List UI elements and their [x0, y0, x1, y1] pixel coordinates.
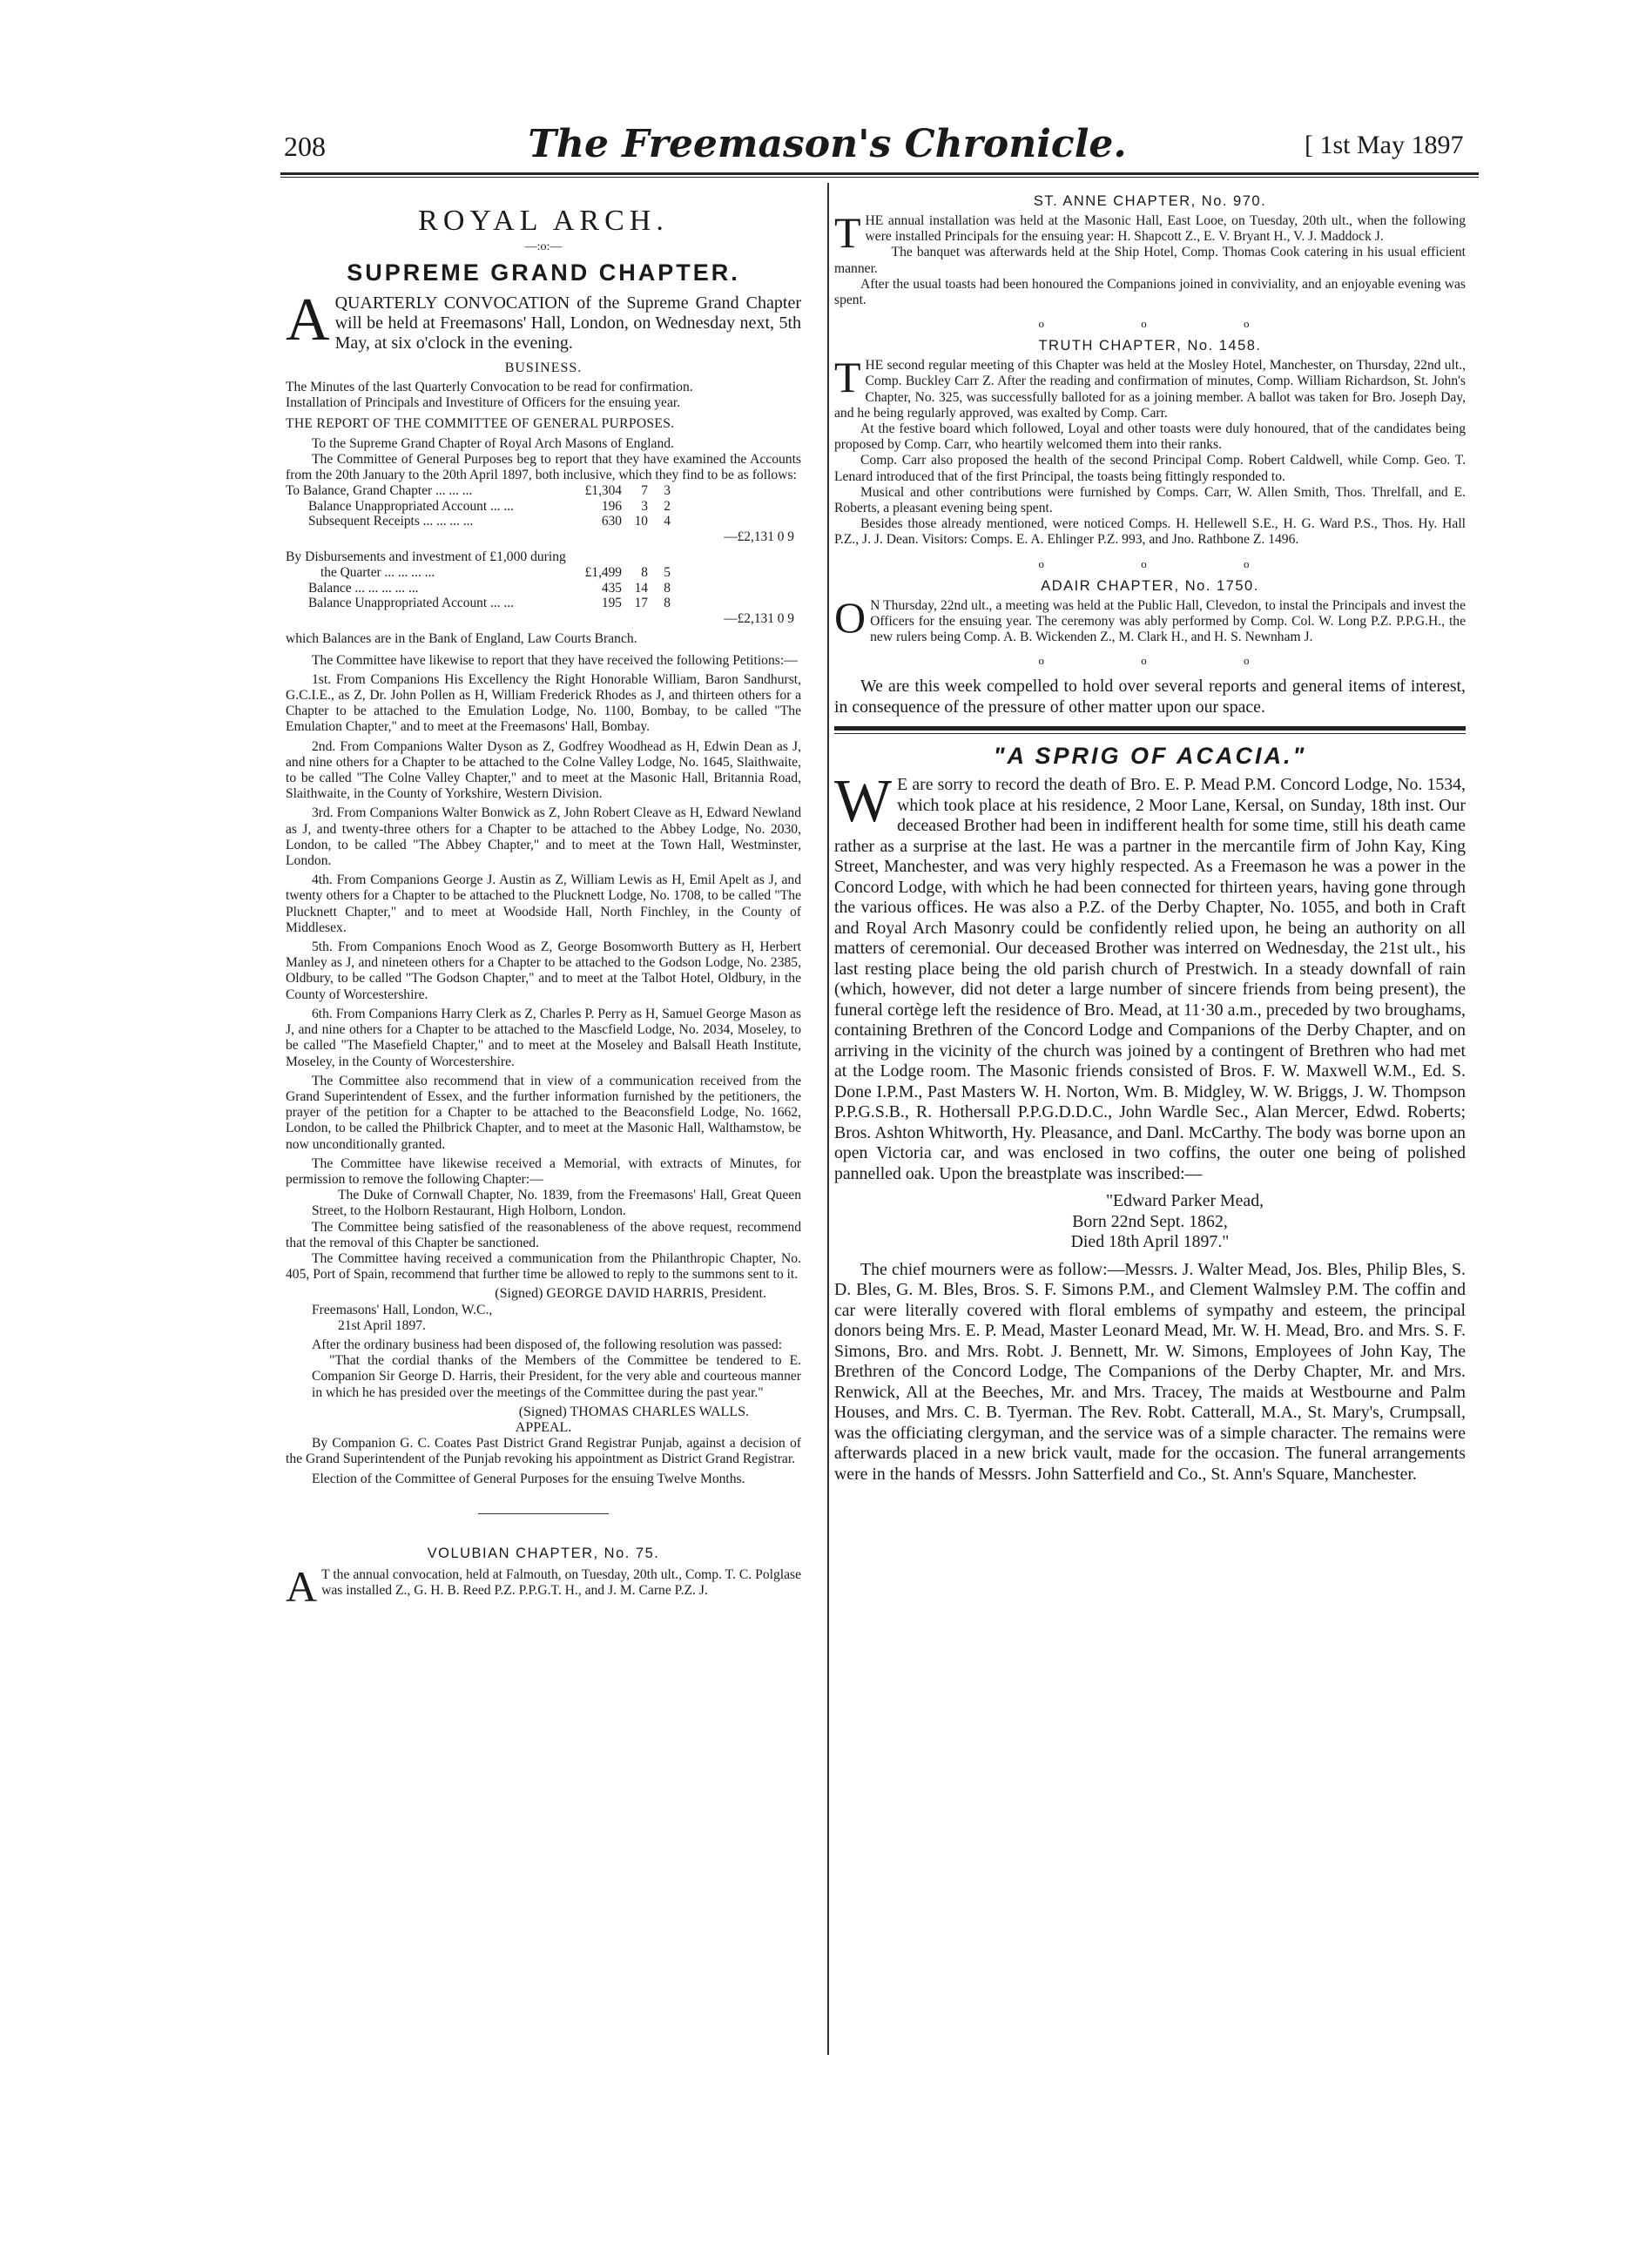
account-row: Balance Unappropriated Account ... ... 195 17 8 — [308, 596, 671, 611]
address-line-2: 21st April 1897. — [338, 1317, 426, 1333]
disbursements-lead: By Disbursements and investment of £1,000 during — [286, 549, 566, 565]
issue-date: [ 1st May 1897 — [1305, 131, 1464, 159]
inscription-line-2: Born 22nd Sept. 1862, — [1072, 1211, 1228, 1231]
signature-walls: (Signed) THOMAS CHARLES WALLS. — [518, 1404, 749, 1419]
inscription-line-1: "Edward Parker Mead, — [1105, 1191, 1264, 1211]
appeal-title: APPEAL. — [515, 1419, 572, 1435]
inscription-line-3: Died 18th April 1897." — [1070, 1232, 1230, 1252]
accounts-table-receipts — [286, 483, 801, 544]
petition-5: 5th. From Companions Enoch Wood as Z, George Bosomworth Buttery as H, Herbert Manley as J, and nineteen others for a Chapter to be attached to the Godson Lodge, No. 2385, Oldbury, to be called "The Godson Chapter," and to meet at the Talbot Hotel, Oldbury, in the County of Worcestershire. — [286, 940, 801, 1002]
st-anne-heading: ST. ANNE CHAPTER, No. 970. — [1033, 193, 1267, 209]
left-column — [286, 193, 801, 1611]
memorial: The Committee have likewise received a Memorial, with extracts of Minutes, for permission to remove the following Chapter:— — [286, 1155, 801, 1187]
business-item-2: Installation of Principals and Investiture of Officers for the ensuing year. — [286, 395, 681, 411]
business-item-1: The Minutes of the last Quarterly Convocation to be read for confirmation. — [286, 380, 693, 394]
section-title: ROYAL ARCH. — [418, 205, 669, 237]
truth-health: Comp. Carr also proposed the health of the second Principal Comp. Robert Caldwell, while Comp. Geo. T. Lenard introduced that of the first Principal, the toasts being fittingly responded to. — [834, 453, 1466, 484]
truth-heading: TRUTH CHAPTER, No. 1458. — [1038, 338, 1262, 354]
recommendation: The Committee also recommend that in view of a communication received from the Grand Superintendent of Essex, and the further information furnished by the petitioners, the prayer of the petition for a Chapter to be attached to the Beaconsfield Lodge, No. 1662, London, to be called the Philbrick Chapter, and to meet at the Masonic Hall, Walthamstow, be now unconditionally granted. — [286, 1073, 801, 1152]
business-title: BUSINESS. — [504, 360, 583, 375]
account-total: —£2,131 0 9 — [724, 610, 794, 626]
petition-4: 4th. From Companions George J. Austin as Z, William Lewis as H, Emil Apelt as J, and twenty others for a Chapter to be attached to the Plucknett Lodge, No. 1708, to be called "The Plucknett Chapter," and to meet at Woodside Hall, North Finchley, in the County of Middlesex. — [286, 872, 801, 935]
removal-sanction: The Committee being satisfied of the reasonableness of the above request, recommend that the removal of this Chapter be sanctioned. — [286, 1219, 801, 1250]
drop-cap: O — [834, 592, 866, 642]
petition-1: 1st. From Companions His Excellency the Right Honorable William, Baron Sandhurst, G.C.I.E., as Z, Dr. John Pollen as H, William Frederick Rhodes as J, and thirteen others for a Chapter to be attached to the Emulation Lodge, No. 1100, Bombay, to be called "The Emulation Chapter," and to meet at the Freemasons' Hall, Bombay. — [286, 671, 801, 735]
hold-over-notice: We are this week compelled to hold over several reports and general items of interest, in consequence of the pressure of other matter upon our space. — [834, 677, 1466, 717]
signature-president: (Signed) GEORGE DAVID HARRIS, President. — [495, 1286, 766, 1302]
truth-festive-board: At the festive board which followed, Loyal and other toasts were duly honoured, that of the candidates being proposed by Comp. Carr, who heartily welcomed them into their ranks. — [834, 421, 1466, 453]
column-divider — [827, 183, 829, 2055]
truth-attendees: Besides those already mentioned, were noticed Comps. H. Hellewell S.E., H. G. Ward P.S., Thos. Hy. Hall P.Z., J. J. Dean. Visitors: Comps. E. A. Ehlinger P.Z. 993, and Jno. Rathbone Z. 1496. — [834, 516, 1466, 548]
drop-cap: W — [834, 768, 893, 836]
st-anne-report: THE annual installation was held at the Masonic Hall, East Looe, on Tuesday, 20th ult., when the following were installed Principals for the ensuing year: H. Shapcott Z., E. V. Bryant H., V. J. Maddock J. — [834, 208, 1466, 257]
header-rule-thin — [280, 177, 1479, 178]
petition-3: 3rd. From Companions Walter Bonwick as Z, John Robert Cleave as H, Edward Newland as J, and twenty-three others for a Chapter to be attached to the Abbey Lodge, No. 2030, London, to be called "The Abbey Chapter," and to meet at the Town Hall, Westminster, London. — [286, 805, 801, 869]
ornament: —:o:— — [524, 240, 563, 253]
account-row: Balance Unappropriated Account ... ... 196 3 2 — [308, 498, 671, 514]
obituary-mourners: The chief mourners were as follow:—Messrs. J. Walter Mead, Jos. Bles, Philip Bles, S. D. Bles, G. M. Bles, Bros. S. F. Simons P.M., and Clement Walmsley P.M. The coffin and car were literally covered with floral emblems of sympathy and esteem, the principal donors being Mrs. E. P. Mead, Master Leonard Mead, Mr. W. H. Mead, Bro. and Mrs. S. F. Simons, Bro. and Mrs. Robt. J. Bennett, Mr. W. Simons, Employees of John Kay, The Brethren of the Concord Lodge, The Companions of the Derby Chapter, Mr. and Mrs. Renwick, All at the Beeches, Mr. and Mrs. Tracey, The maids at Westbourne and Palm Houses, and Mrs. C. B. Tyerman. The Rev. Robt. Catterall, M.A., St. Mary's, Crumpsall, was the officiating clergyman, and the service was of a simple character. The remains were afterwards placed in a new brick vault, made for the occasion. The funeral arrangements were in the hands of Messrs. John Satterfield and Co., St. Ann's Square, Manchester. — [834, 1259, 1466, 1484]
account-total: —£2,131 0 9 — [724, 529, 794, 544]
page-number: 208 — [284, 131, 326, 162]
adair-heading: ADAIR CHAPTER, No. 1750. — [1041, 577, 1259, 594]
report-addressee: To the Supreme Grand Chapter of Royal Arch Masons of England. — [312, 435, 674, 451]
after-business: After the ordinary business had been disposed of, the following resolution was passed: — [312, 1337, 783, 1352]
balances-note: which Balances are in the Bank of England, Law Courts Branch. — [286, 631, 637, 647]
drop-cap: T — [834, 208, 861, 257]
election: Election of the Committee of General Purposes for the ensuing Twelve Months. — [312, 1471, 745, 1486]
report-title: THE REPORT OF THE COMMITTEE OF GENERAL PURPOSES. — [286, 416, 675, 432]
sprig-of-acacia-heading: "A SPRIG OF ACACIA." — [993, 743, 1307, 770]
publication-title: The Freemason's Chronicle. — [528, 122, 1127, 166]
right-column — [834, 193, 1466, 1485]
header-rule — [280, 172, 1479, 175]
section-divider — [478, 1513, 609, 1514]
st-anne-banquet: The banquet was afterwards held at the Ship Hotel, Comp. Thomas Cook catering in his usual efficient manner. — [834, 245, 1466, 276]
resolution: "That the cordial thanks of the Members of the Committee be tendered to E. Companion Sir George D. Harris, their President, for the very able and courteous manner in which he has presided over the meetings of the Committee during the past year." — [312, 1353, 801, 1400]
philanthropic-chapter: The Committee having received a communication from the Philanthropic Chapter, No. 405, Port of Spain, recommend that further time be allowed to reply to the summons sent to it. — [286, 1250, 801, 1283]
volubian-heading: VOLUBIAN CHAPTER, No. 75. — [427, 1545, 660, 1561]
petition-6: 6th. From Companions Harry Clerk as Z, Charles P. Perry as H, Samuel George Mason as J, and nine others for a Chapter to be attached to the Mascfield Lodge, No. 2034, Moseley, to be called "The Masefield Chapter," and to meet at the Moseley and Balsall Heath Institute, Moseley, in the County of Worcestershire. — [286, 1006, 801, 1069]
supreme-grand-chapter-heading: SUPREME GRAND CHAPTER. — [347, 259, 740, 286]
account-row: Balance ... ... ... ... ... 435 14 8 — [308, 580, 671, 596]
obituary-main: W E are sorry to record the death of Bro. E. P. Mead P.M. Concord Lodge, No. 1534, which took place at his residence, 2 Moor Lane, Kersal, on Sunday, 18th inst. Our deceased Brother had been in indifferent health for some time, still his death came rather as a surprise at the last. He was a partner in the mercantile firm of John Kay, King Street, Manchester, and was very highly respected. As a Freemason he was a power in the Concord Lodge, with which he had been connected for thirteen years, having gone through the various offices. He was also a P.Z. of the Derby Chapter, No. 1055, and both in Craft and Royal Arch Masonry could be confidently relied upon, he being an authority on all matters of ceremonial. Our deceased Brother was interred on Wednesday, the 21st ult., his last resting place being the old parish church of Prestwich. In a steady downfall of rain (which, however, did not deter a large number of sincere friends from being present), the funeral cortège left the residence of Bro. Mead, at 11·30 a.m., preceded by two broughams, containing Brethren of the Concord Lodge and Companions of the Derby Chapter, and on arriving in the vicinity of the church was joined by a contingent of Brethren who had met at the Lodge room. The Masonic friends consisted of Bros. F. W. Maxwell W.M., Ed. S. Done I.P.M., Past Masters W. H. Norton, Wm. B. Midgley, W. W. Briggs, J. W. Thompson P.P.G.S.B., R. Hothersall P.P.G.D.D.C., John Wardle Sec., Alan Mercer, Edwd. Roberts; Bros. Ashton Whitworth, Hy. Pleasance, and Danl. McCarthy. The body was borne upon an open Victoria car, and was enclosed in two coffins, the outer one being of polished pannelled oak. Upon the breastplate was inscribed:— — [834, 768, 1466, 1183]
appeal: By Companion G. C. Coates Past District Grand Registrar Punjab, against a decision of the Grand Superintendent of the Punjab revoking his appointment as District Grand Registrar. — [286, 1436, 801, 1467]
thick-rule — [834, 726, 1466, 731]
adair-report: O N Thursday, 22nd ult., a meeting was held at the Public Hall, Clevedon, to instal the Principals and invest the Officers for the ensuing year. The ceremony was ably performed by Comp. Col. W. Long P.Z. P.P.G.H., the new rulers being Comp. A. B. Wickenden Z., M. Clark H., and H. S. Newnham J. — [834, 592, 1466, 645]
convocation-notice: AQUARTERLY CONVOCATION of the Supreme Grand Chapter will be held at Freemasons' Hall, London, on Wednesday next, 5th May, at six o'clock in the evening. — [286, 286, 801, 354]
volubian-report: A T the annual convocation, held at Falmouth, on Tuesday, 20th ult., Comp. T. C. Polglase was installed Z., G. H. B. Reed P.Z. P.P.G.T. H., and J. M. Carne P.Z. J. — [286, 1561, 801, 1611]
truth-report: THE second regular meeting of this Chapter was held at the Mosley Hotel, Manchester, on Thursday, 22nd ult., Comp. Buckley Carr Z. After the reading and confirmation of minutes, Comp. William Richardson, St. John's Chapter, No. 325, was successfully balloted for as a joining member. A ballot was taken for Bro. Joseph Day, and he being regularly approved, was exalted by Comp. Carr. — [834, 353, 1466, 421]
petitions-intro: The Committee have likewise to report that they have received the following Petitions:— — [312, 652, 798, 668]
report-paragraph: The Committee of General Purposes beg to report that they have examined the Accounts from the 20th January to the 20th April 1897, both inclusive, which they find to be as follows: — [286, 451, 801, 483]
truth-music: Musical and other contributions were furnished by Comps. Carr, W. Allen Smith, Thos. Threlfall, and E. Roberts, a pleasant evening being spent. — [834, 484, 1466, 516]
account-row: To Balance, Grand Chapter ... ... ... £1,304 7 3 — [286, 483, 671, 499]
separator-circles: o o o — [1038, 556, 1297, 570]
thin-rule — [834, 733, 1466, 734]
cornwall-chapter: The Duke of Cornwall Chapter, No. 1839, from the Freemasons' Hall, Great Queen Street, to the Holborn Restaurant, High Holborn, London. — [312, 1188, 801, 1219]
st-anne-toasts: After the usual toasts had been honoured the Companions joined in conviviality, and an enjoyable evening was spent. — [834, 276, 1466, 308]
address-line-1: Freemasons' Hall, London, W.C., — [312, 1302, 493, 1317]
petition-2: 2nd. From Companions Walter Dyson as Z, Godfrey Woodhead as H, Edwin Dean as J, and nine others for a Chapter to be attached to the Colne Valley Lodge, No. 1645, Slaithwaite, to be called "The Colne Valley Chapter," and to meet at the Masonic Hall, Britannia Road, Slaithwaite, in the County of Yorkshire, Western Division. — [286, 738, 801, 802]
separator-circles: o o o — [1038, 654, 1297, 668]
drop-cap: A — [286, 286, 330, 354]
drop-cap: A — [286, 1561, 318, 1611]
accounts-table-disbursements — [286, 565, 801, 626]
account-row: Subsequent Receipts ... ... ... ... 630 10 4 — [308, 514, 671, 529]
drop-cap: T — [834, 353, 861, 402]
separator-circles: o o o — [1038, 317, 1297, 331]
account-row: the Quarter ... ... ... ... £1,499 8 5 — [320, 565, 671, 581]
